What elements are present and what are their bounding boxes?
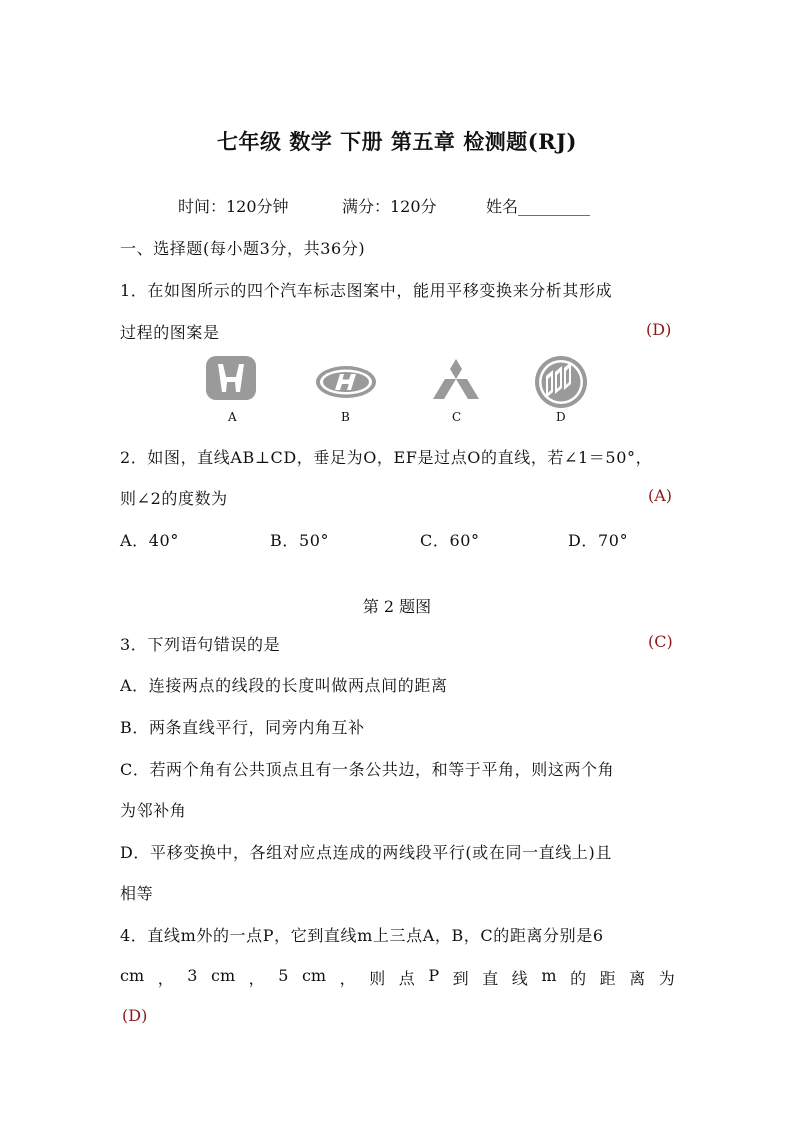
q3-stem: 3．下列语句错误的是 [120,635,281,654]
q3-option-c-line1: C．若两个角有公共顶点且有一条公共边，和等于平角，则这两个角 [120,760,615,779]
q2-stem-line1: 2．如图，直线AB⊥CD，垂足为O，EF是过点O的直线，若∠1＝50°， [120,448,653,467]
logo-label-a: A [228,410,237,424]
logo-label-b: B [341,410,350,424]
q2-option-d: D．70° [568,531,629,550]
exam-time: 时间：120分钟 [178,197,289,216]
q1-stem-line1: 1．在如图所示的四个汽车标志图案中，能用平移变换来分析其形成 [120,281,613,300]
q4-answer: (D) [122,1006,148,1025]
q4-stem-line1: 4．直线m外的一点P，它到直线m上三点A，B，C的距离分别是6 [120,926,604,945]
q1-answer: (D) [646,320,672,339]
q1-stem-line2: 过程的图案是 [120,323,220,342]
q3-answer: (C) [648,632,673,651]
q2-option-b: B．50° [270,531,330,550]
logo-label-c: C [452,410,462,424]
logo-label-d: D [556,410,566,424]
q4-stem-line2: cm ， 3 cm ， 5 cm ， 则 点 P 到 直 线 m 的 距 离 为 [120,966,675,988]
honda-logo-icon [205,355,257,401]
q3-option-c-line2: 为邻补角 [120,801,187,820]
mitsubishi-logo-icon [433,358,479,400]
q3-option-d-line2: 相等 [120,884,154,903]
q3-option-a: A．连接两点的线段的长度叫做两点间的距离 [120,676,448,695]
q2-answer: (A) [648,486,673,505]
q2-option-c: C．60° [420,531,480,550]
buick-logo-icon [533,354,589,410]
name-field: 姓名_________ [486,197,591,216]
q2-option-a: A．40° [120,531,179,550]
page-title: 七年级 数学 下册 第五章 检测题(RJ) [216,129,577,154]
q3-option-d-line1: D．平移变换中，各组对应点连成的两线段平行(或在同一直线上)且 [120,843,612,862]
q2-figure-caption: 第 2 题图 [362,597,432,616]
q3-option-b: B．两条直线平行，同旁内角互补 [120,718,365,737]
section-heading: 一、选择题(每小题3分，共36分) [120,239,366,258]
full-score: 满分：120分 [342,197,437,216]
hyundai-logo-icon [315,364,377,400]
q2-stem-line2: 则∠2的度数为 [120,489,228,508]
